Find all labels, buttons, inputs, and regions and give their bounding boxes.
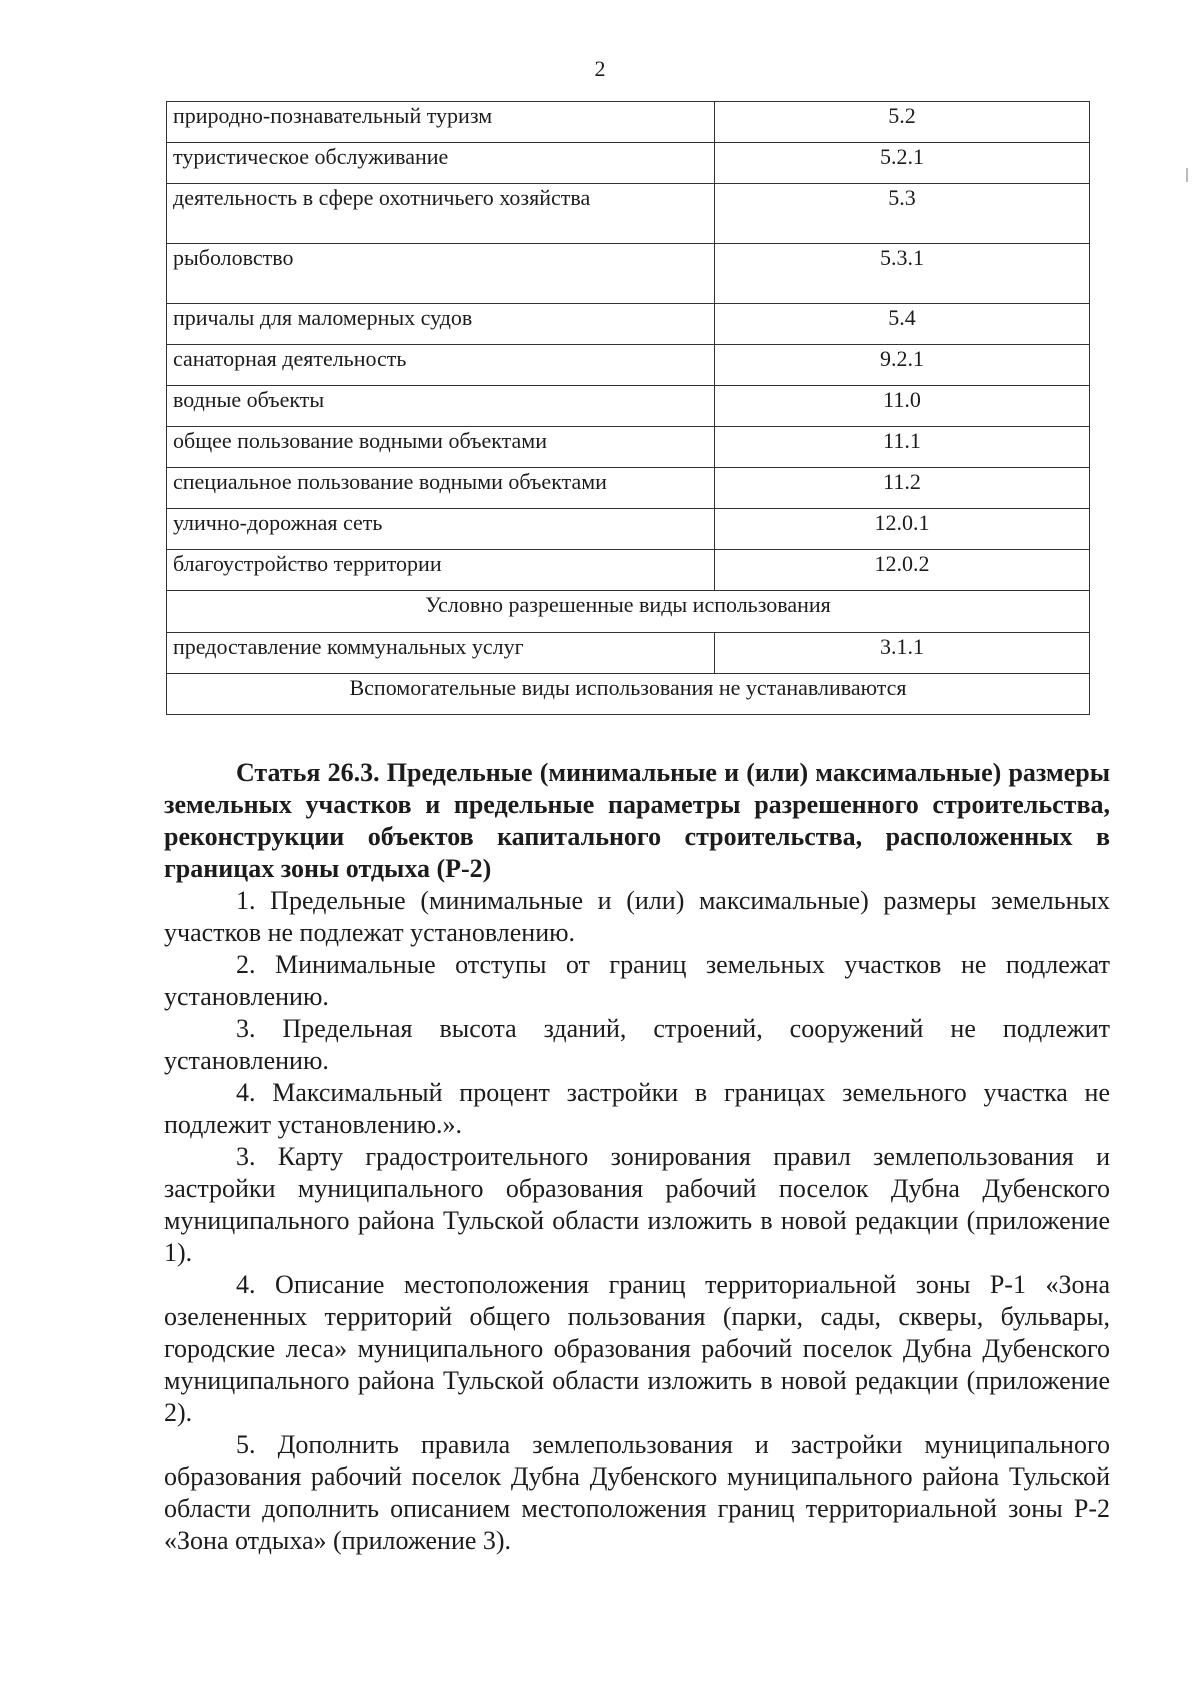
use-code-cell: 11.0 [715, 386, 1090, 427]
use-code-cell: 5.2 [715, 102, 1090, 143]
paragraph: 4. Максимальный процент застройки в границах земельного участка не подлежит установлению.». [164, 1078, 1110, 1139]
use-name-cell: санаторная деятельность [167, 345, 715, 386]
table-row [167, 386, 1090, 427]
use-name-cell: улично-дорожная сеть [167, 509, 715, 550]
table-row [167, 244, 1090, 304]
use-code-cell: 5.3 [715, 184, 1090, 244]
use-code-cell: 11.1 [715, 427, 1090, 468]
auxiliary-uses-note: Вспомогательные виды использования не устанавливаются [167, 674, 1090, 715]
land-use-table [166, 101, 1090, 715]
table-row [167, 509, 1090, 550]
use-code-cell: 3.1.1 [715, 633, 1090, 674]
use-name-cell: рыболовство [167, 244, 715, 304]
use-code-cell: 5.4 [715, 304, 1090, 345]
conditional-uses-header: Условно разрешенные виды использования [167, 591, 1090, 633]
article-heading: Статья 26.3. Предельные (минимальные и (или) максимальные) размеры земельных участков и предельные параметры разрешенного строительства, реконструкции объектов капитального строительства, расположенных в границах зоны отдыха (Р-2) [164, 758, 1110, 883]
paragraph: 3. Карту градостроительного зонирования правил землепользования и застройки муниципального образования рабочий поселок Дубна Дубенского муниципального района Тульской области изложить в новой редакции (приложение 1). [164, 1142, 1110, 1267]
table-row [167, 427, 1090, 468]
use-name-cell: водные объекты [167, 386, 715, 427]
use-name-cell: предоставление коммунальных услуг [167, 633, 715, 674]
use-name-cell: общее пользование водными объектами [167, 427, 715, 468]
use-code-cell: 9.2.1 [715, 345, 1090, 386]
use-code-cell: 12.0.2 [715, 550, 1090, 591]
article-body [164, 885, 1110, 1557]
paragraph: 1. Предельные (минимальные и (или) максимальные) размеры земельных участков не подлежат установлению. [164, 886, 1110, 947]
use-name-cell: деятельность в сфере охотничьего хозяйства [167, 184, 715, 244]
use-name-cell: специальное пользование водными объектами [167, 468, 715, 509]
table-row [167, 468, 1090, 509]
page-number: 2 [594, 56, 606, 81]
table-row [167, 550, 1090, 591]
paragraph: 5. Дополнить правила землепользования и застройки муниципального образования рабочий поселок Дубна Дубенского муниципального района Тульской области дополнить описанием местоположения границ территориальной зоны Р-2 «Зона отдыха» (приложение 3). [164, 1430, 1110, 1555]
use-name-cell: причалы для маломерных судов [167, 304, 715, 345]
use-name-cell: туристическое обслуживание [167, 143, 715, 184]
table-row [167, 304, 1090, 345]
table-section-header [167, 674, 1090, 715]
use-code-cell: 5.2.1 [715, 143, 1090, 184]
use-code-cell: 5.3.1 [715, 244, 1090, 304]
scan-margin-mark [1186, 168, 1188, 182]
paragraph: 4. Описание местоположения границ территориальной зоны Р-1 «Зона озелененных территорий общего пользования (парки, сады, скверы, бульвары, городские леса» муниципального образования рабочий поселок Дубна Дубенского муниципального района Тульской области изложить в новой редакции (приложение 2). [164, 1270, 1110, 1427]
use-code-cell: 11.2 [715, 468, 1090, 509]
table-row [167, 184, 1090, 244]
paragraph: 2. Минимальные отступы от границ земельных участков не подлежат установлению. [164, 950, 1110, 1011]
paragraph: 3. Предельная высота зданий, строений, сооружений не подлежит установлению. [164, 1014, 1110, 1075]
table-row [167, 143, 1090, 184]
use-name-cell: благоустройство территории [167, 550, 715, 591]
table-row [167, 345, 1090, 386]
use-name-cell: природно-познавательный туризм [167, 102, 715, 143]
table-section-header [167, 591, 1090, 633]
use-code-cell: 12.0.1 [715, 509, 1090, 550]
table-row [167, 633, 1090, 674]
table-row [167, 102, 1090, 143]
